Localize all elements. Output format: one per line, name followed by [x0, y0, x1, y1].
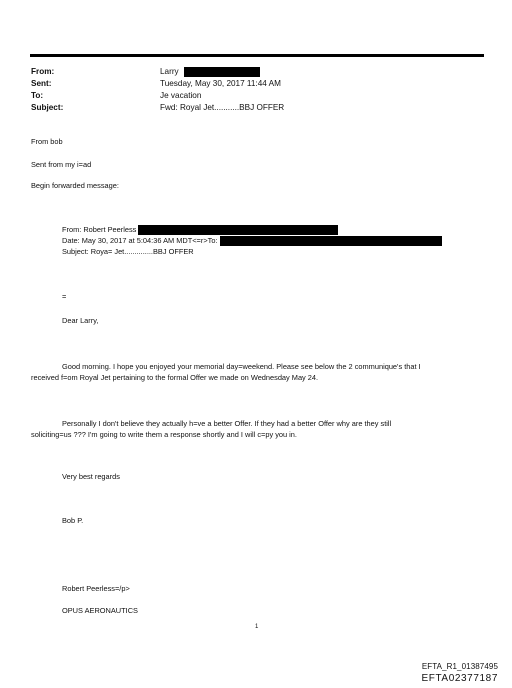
subject-value: Fwd: Royal Jet...........BBJ OFFER	[160, 103, 285, 112]
redaction-bar	[220, 236, 442, 246]
closing: Very best regards	[62, 472, 120, 481]
page-number: 1	[255, 624, 259, 630]
bates-number-1: EFTA_R1_01387495	[421, 662, 498, 671]
bates-number-2: EFTA02377187	[421, 673, 498, 684]
paragraph-1-line-1: Good morning. I hope you enjoyed your memorial day=weekend. Please see below the 2 communique's that I	[62, 362, 421, 371]
from-label: From:	[31, 67, 55, 76]
forwarded-date-row	[62, 236, 442, 246]
signature-company: OPUS AERONAUTICS	[62, 606, 138, 615]
redaction-bar	[138, 225, 338, 235]
header-rule	[30, 54, 484, 57]
sent-label: Sent:	[31, 79, 52, 88]
begin-forwarded-text: Begin forwarded message:	[31, 181, 119, 190]
from-value: Larry	[160, 67, 179, 77]
signature-name: Robert Peerless=/p>	[62, 584, 130, 593]
forwarded-date: Date: May 30, 2017 at 5:04:36 AM MDT<=r>To:	[62, 236, 218, 245]
paragraph-2-line-2: soliciting=us ??? I'm going to write them a response shortly and I will c=py you in.	[31, 430, 297, 439]
from-value-row	[160, 67, 260, 77]
equals-marker: =	[62, 292, 67, 301]
greeting: Dear Larry,	[62, 316, 99, 325]
forwarded-from: From: Robert Peerless	[62, 225, 137, 234]
to-label: To:	[31, 91, 44, 100]
sent-from-text: Sent from my i=ad	[31, 160, 92, 169]
from-bob-text: From bob	[31, 137, 63, 146]
to-value: Je vacation	[160, 91, 202, 100]
forwarded-subject: Subject: Roya= Jet..............BBJ OFFER	[62, 247, 194, 256]
forwarded-from-row	[62, 225, 338, 235]
paragraph-1-line-2: received f=om Royal Jet pertaining to the formal Offer we made on Wednesday May 24.	[31, 373, 319, 382]
redaction-bar	[184, 67, 260, 77]
paragraph-2-line-1: Personally I don't believe they actually h=ve a better Offer. If they had a better Offer why are they still	[62, 419, 392, 428]
subject-label: Subject:	[31, 103, 64, 112]
signoff: Bob P.	[62, 516, 84, 525]
sent-value: Tuesday, May 30, 2017 11:44 AM	[160, 79, 281, 88]
